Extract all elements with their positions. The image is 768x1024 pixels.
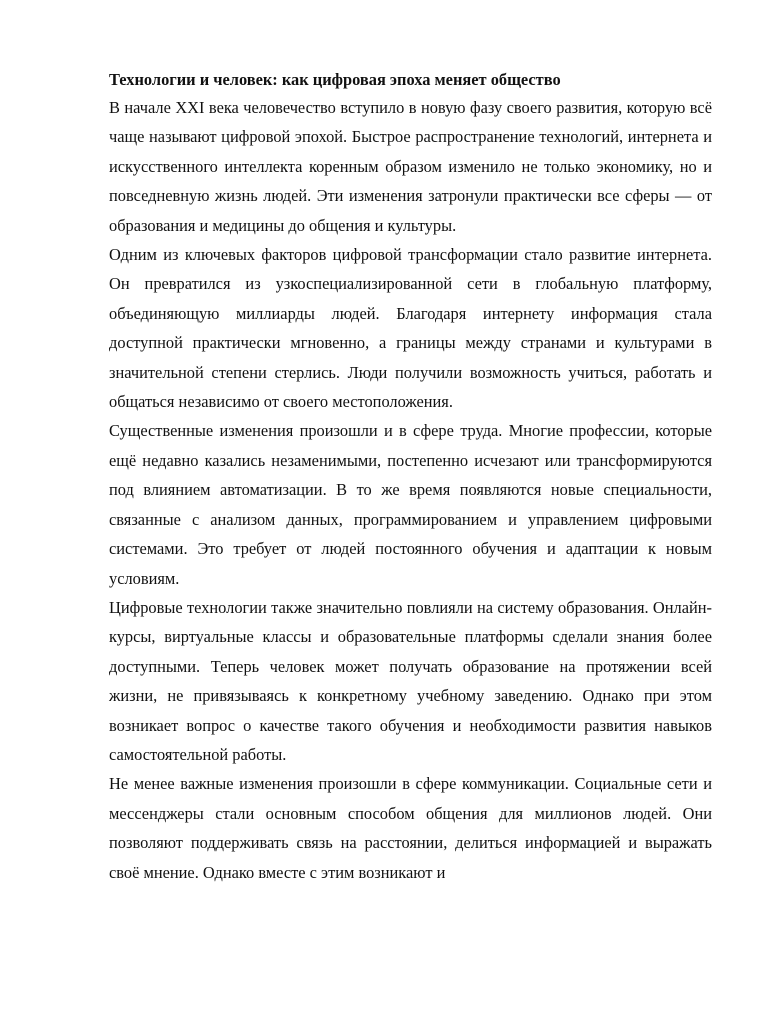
paragraph-3: Существенные изменения произошли и в сфере труда. Многие профессии, которые ещё недавно казались незаменимыми, постепенно исчезают или трансформируются под влиянием автоматизации. В то же время появляются новые специальности, связанные с анализом данных, программированием и управлением цифровыми системами. Это требует от людей постоянного обучения и адаптации к новым условиям.	[109, 421, 712, 588]
document-title: Технологии и человек: как цифровая эпоха меняет общество	[109, 70, 561, 89]
document-page	[109, 66, 712, 887]
paragraph-5: Не менее важные изменения произошли в сфере коммуникации. Социальные сети и мессенджеры стали основным способом общения для миллионов людей. Они позволяют поддерживать связь на расстоянии, делиться информацией и выражать своё мнение. Однако вместе с этим возникают и	[109, 774, 712, 882]
paragraph-2: Одним из ключевых факторов цифровой трансформации стало развитие интернета. Он превратился из узкоспециализированной сети в глобальную платформу, объединяющую миллиарды людей. Благодаря интернету информация стала доступной практически мгновенно, а границы между странами и культурами в значительной степени стерлись. Люди получили возможность учиться, работать и общаться независимо от своего местоположения.	[109, 245, 712, 412]
paragraph-4: Цифровые технологии также значительно повлияли на систему образования. Онлайн-курсы, виртуальные классы и образовательные платформы сделали знания более доступными. Теперь человек может получать образование на протяжении всей жизни, не привязываясь к конкретному учебному заведению. Однако при этом возникает вопрос о качестве такого обучения и необходимости развития навыков самостоятельной работы.	[109, 597, 712, 764]
paragraph-1: В начале XXI века человечество вступило в новую фазу своего развития, которую всё чаще называют цифровой эпохой. Быстрое распространение технологий, интернета и искусственного интеллекта коренным образом изменило не только экономику, но и повседневную жизнь людей. Эти изменения затронули практически все сферы — от образования и медицины до общения и культуры.	[109, 98, 712, 235]
